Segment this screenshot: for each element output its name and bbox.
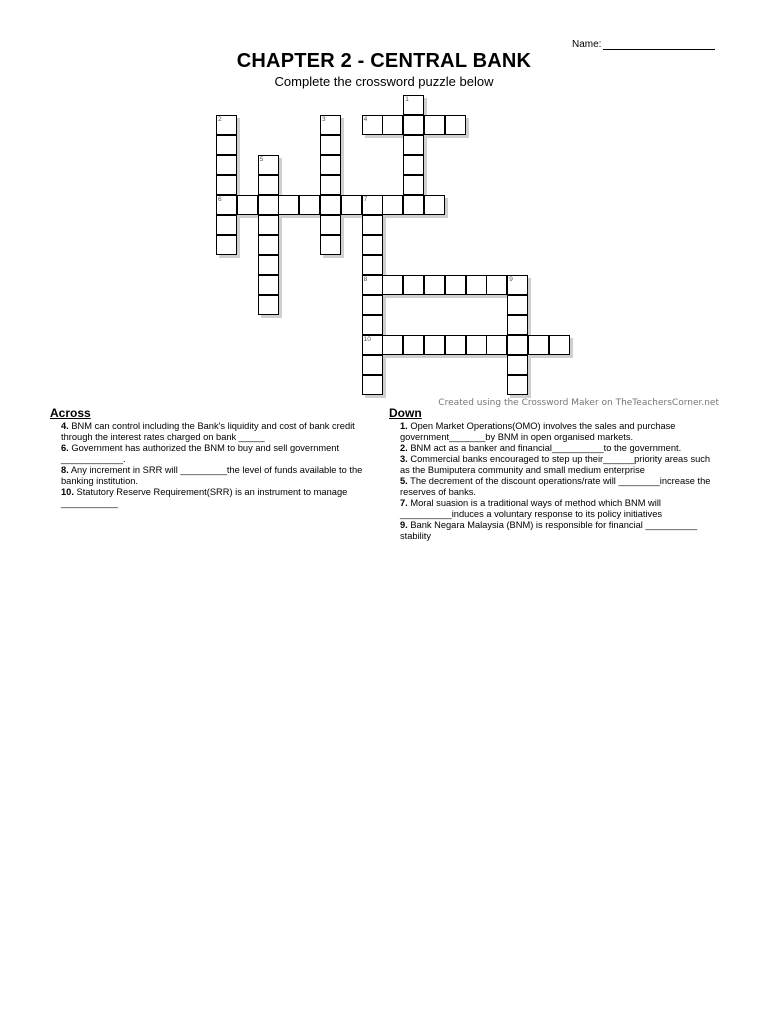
across-clue-list [50,421,380,509]
clue-text: Moral suasion is a traditional ways of method which BNM will __________induces a voluntary response to its policy initiatives [400,498,663,519]
across-clue [50,421,380,443]
clue-number: 1 [405,96,409,103]
grid-cell[interactable] [424,275,445,295]
grid-cell[interactable] [507,275,528,295]
clue-number: 4. [61,421,69,431]
grid-cell[interactable] [507,315,528,335]
clue-number: 2 [218,116,222,123]
clue-text: BNM act as a banker and financial__________to the government. [407,443,682,453]
clue-number: 6. [61,443,69,453]
grid-cell[interactable] [216,155,237,175]
grid-cell[interactable] [403,95,424,115]
down-clue [389,498,721,520]
grid-cell[interactable] [216,195,237,215]
clue-number: 1. [400,421,408,431]
grid-cell[interactable] [403,275,424,295]
down-clue [389,421,721,443]
grid-cell[interactable] [258,295,279,315]
grid-cell[interactable] [278,195,299,215]
grid-cell[interactable] [258,175,279,195]
grid-cell[interactable] [445,115,466,135]
grid-cell[interactable] [445,275,466,295]
down-clue-list [389,421,721,542]
clue-number: 3. [400,454,408,464]
grid-cell[interactable] [466,335,487,355]
grid-cell[interactable] [216,175,237,195]
name-label: Name: [572,39,602,50]
grid-cell[interactable] [382,115,403,135]
across-clue [50,465,380,487]
grid-cell[interactable] [216,115,237,135]
grid-cell[interactable] [341,195,362,215]
grid-cell[interactable] [320,235,341,255]
across-clue [50,443,380,465]
clue-number: 10 [363,336,371,343]
grid-cell[interactable] [507,335,528,355]
grid-cell[interactable] [258,215,279,235]
grid-cell[interactable] [466,275,487,295]
grid-cell[interactable] [549,335,570,355]
page-title: CHAPTER 2 - CENTRAL BANK [236,50,532,72]
clue-text: Any increment in SRR will _________the level of funds available to the banking institution. [61,465,363,486]
grid-cell[interactable] [382,335,403,355]
grid-cell[interactable] [320,195,341,215]
grid-cell[interactable] [237,195,258,215]
grid-cell[interactable] [403,335,424,355]
grid-cell[interactable] [362,295,383,315]
clue-number: 3 [322,116,326,123]
grid-cell[interactable] [403,175,424,195]
grid-cell[interactable] [258,255,279,275]
grid-cell[interactable] [382,275,403,295]
down-clue [389,476,721,498]
grid-cell[interactable] [216,235,237,255]
grid-cell[interactable] [403,155,424,175]
down-clue [389,443,721,454]
grid-cell[interactable] [382,195,403,215]
grid-cell[interactable] [258,195,279,215]
down-clues [389,408,721,542]
grid-cell[interactable] [362,235,383,255]
grid-cell[interactable] [424,335,445,355]
grid-cell[interactable] [320,175,341,195]
grid-cell[interactable] [320,135,341,155]
clue-number: 2. [400,443,408,453]
clue-number: 6 [218,196,222,203]
grid-cell[interactable] [362,255,383,275]
grid-cell[interactable] [486,335,507,355]
down-clue [389,454,721,476]
clue-number: 7 [363,196,368,203]
down-heading: Down [389,406,422,420]
clue-number: 5 [259,156,264,163]
grid-cell[interactable] [362,215,383,235]
grid-cell[interactable] [320,155,341,175]
grid-cell[interactable] [507,375,528,395]
grid-cell[interactable] [362,315,383,335]
grid-cell[interactable] [216,215,237,235]
clue-text: BNM can control including the Bank's liquidity and cost of bank credit through the interest rates charged on bank _____ [61,421,355,442]
clue-text: Commercial banks encouraged to step up their______priority areas such as the Bumiputera community and small medium enterprise [400,454,711,475]
grid-cell[interactable] [507,355,528,375]
grid-cell[interactable] [403,135,424,155]
clue-number: 9. [400,520,408,530]
page-subtitle: Complete the crossword puzzle below [274,74,494,89]
clue-number: 5. [400,476,408,486]
grid-cell[interactable] [299,195,320,215]
clue-text: Bank Negara Malaysia (BNM) is responsible for financial __________ stability [400,520,698,541]
clue-number: 4 [363,116,368,123]
crossword-grid [0,0,768,400]
clue-number: 9 [509,276,513,283]
grid-cell[interactable] [320,215,341,235]
clue-number: 8 [363,276,368,283]
grid-cell[interactable] [424,195,445,215]
across-clue [50,487,380,509]
grid-cell[interactable] [362,375,383,395]
clue-text: Open Market Operations(OMO) involves the sales and purchase government_______by BNM in open organised markets. [400,421,676,442]
grid-cell[interactable] [486,275,507,295]
grid-cell[interactable] [258,155,279,175]
grid-cell[interactable] [445,335,466,355]
clue-number: 7. [400,498,408,508]
clue-text: Government has authorized the BNM to buy and sell government ____________. [61,443,340,464]
grid-cell[interactable] [216,135,237,155]
grid-cell[interactable] [362,355,383,375]
grid-cell[interactable] [528,335,549,355]
grid-cell[interactable] [258,275,279,295]
grid-cell[interactable] [362,115,383,135]
grid-cell[interactable] [403,195,424,215]
clue-text: Statutory Reserve Requirement(SRR) is an instrument to manage ___________ [61,487,348,508]
grid-cell[interactable] [320,115,341,135]
down-clue [389,520,721,542]
grid-cell[interactable] [362,275,383,295]
credit-line: Created using the Crossword Maker on TheTeachersCorner.net [438,398,719,408]
clue-number: 10. [61,487,74,497]
grid-cell[interactable] [507,295,528,315]
across-heading: Across [50,406,91,420]
clue-number: 8. [61,465,69,475]
clue-text: The decrement of the discount operations/rate will ________increase the reserves of banks. [400,476,711,497]
grid-cell[interactable] [258,235,279,255]
across-clues [50,408,380,509]
grid-cell[interactable] [403,115,424,135]
grid-cell[interactable] [424,115,445,135]
grid-cell[interactable] [362,335,383,355]
grid-cell[interactable] [362,195,383,215]
